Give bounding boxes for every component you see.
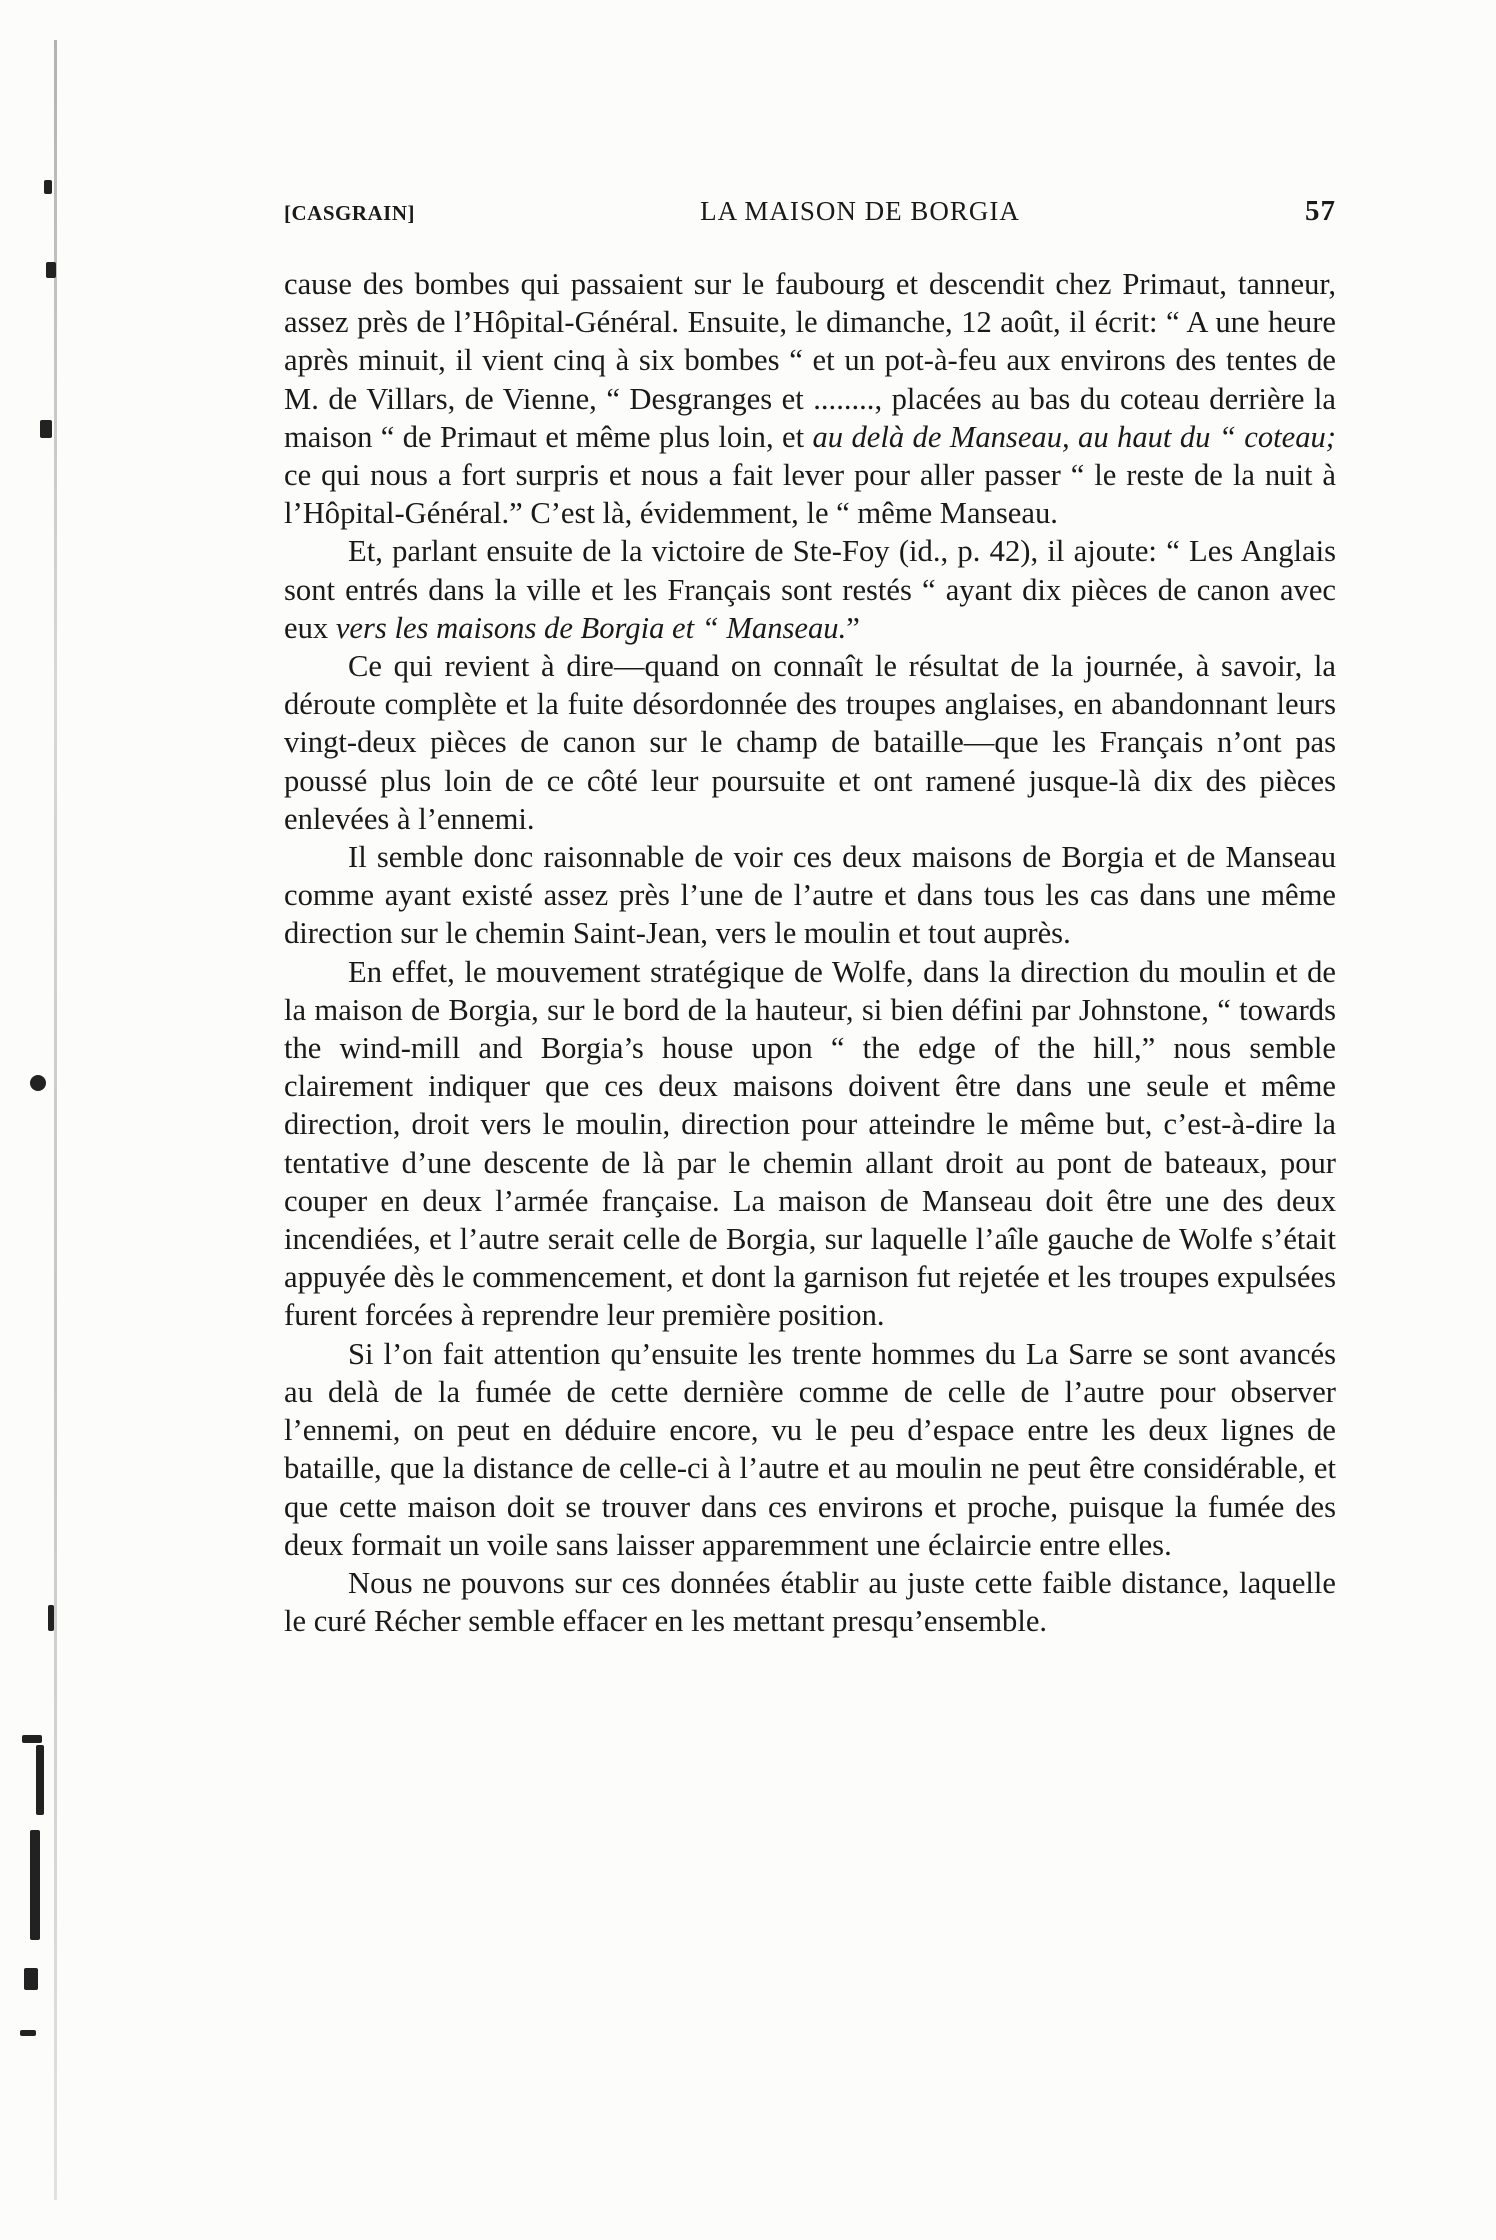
paragraph bbox=[284, 647, 1336, 838]
binding-mark bbox=[30, 1075, 46, 1091]
running-head-author: [CASGRAIN] bbox=[284, 201, 415, 225]
binding-mark bbox=[40, 420, 52, 438]
paragraph bbox=[284, 838, 1336, 953]
body-text bbox=[284, 265, 1336, 1640]
paragraph-text: En effet, le mouvement stratégique de Wolfe, dans la direction du moulin et de la maison de Borgia, sur le bord de la hauteur, si bien défini par Johnstone, “ towards the wind-mill and Borgia’s house upon “ the edge of the hill,” nous semble clairement indiquer que ces deux maisons doivent être dans une seule et même direction, droit vers le moulin, direction pour atteindre le même but, c’est-à-dire la tentative d’une descente de là par le chemin allant droit au pont de bateaux, pour couper en deux l’armée française. La maison de Manseau doit être une des deux incendiées, et l’autre serait celle de Borgia, sur laquelle l’aîle gauche de Wolfe s’était appuyée dès le commencement, et dont la garnison fut rejetée et les troupes expulsées furent forcées à reprendre leur première position. bbox=[284, 954, 1336, 1333]
binding-mark bbox=[44, 180, 52, 194]
binding-mark bbox=[36, 1745, 44, 1815]
paragraph bbox=[284, 532, 1336, 647]
binding-mark bbox=[24, 1968, 38, 1990]
paragraph-text: ce qui nous a fort surpris et nous a fait lever pour aller passer “ le reste de la nuit à l’Hôpital-Général.” C’est là, évidemment, le “ même Manseau. bbox=[284, 458, 1336, 531]
binding-mark bbox=[46, 262, 56, 278]
binding-mark bbox=[20, 2030, 36, 2036]
paragraph-text: ” bbox=[846, 610, 860, 645]
italic-text: vers les maisons de Borgia et “ Manseau. bbox=[335, 610, 847, 645]
running-head bbox=[284, 195, 1336, 243]
paragraph-text: Si l’on fait attention qu’ensuite les trente hommes du La Sarre se sont avancés au delà de la fumée de cette dernière comme de celle de l’autre pour observer l’ennemi, on peut en déduire encore, vu le peu d’espace entre les deux lignes de bataille, que la distance de celle-ci à l’autre et au moulin ne peut être considérable, et que cette maison doit se trouver dans ces environs et proche, puisque la fumée des deux formait un voile sans laisser apparemment une éclaircie entre elles. bbox=[284, 1336, 1336, 1562]
paragraph bbox=[284, 1564, 1336, 1640]
italic-text: au delà de Manseau, au haut du “ coteau; bbox=[812, 419, 1336, 454]
paragraph bbox=[284, 953, 1336, 1335]
binding-mark bbox=[22, 1735, 42, 1743]
paragraph bbox=[284, 265, 1336, 532]
paragraph-text: Et, parlant ensuite de la victoire de Ste-Foy (id., p. 42), il ajoute: “ Les Anglais sont entrés dans la ville et les Français sont restés “ ayant dix pièces de canon avec eux bbox=[284, 534, 1336, 645]
paragraph-text: Nous ne pouvons sur ces données établir au juste cette faible distance, laquelle le curé Récher semble effacer en les mettant presqu’ensemble. bbox=[284, 1565, 1336, 1639]
binding-shadow-line bbox=[54, 40, 57, 2200]
paragraph bbox=[284, 1335, 1336, 1564]
binding-mark bbox=[30, 1830, 40, 1940]
book-page bbox=[284, 195, 1336, 1640]
paragraph-text: Ce qui revient à dire—quand on connaît le résultat de la journée, à savoir, la déroute complète et la fuite désordonnée des troupes anglaises, en abandonnant leurs vingt-deux pièces de canon sur le champ de bataille—que les Français n’ont pas poussé plus loin de ce côté leur poursuite et ont ramené jusque-là dix des pièces enlevées à l’ennemi. bbox=[284, 649, 1336, 836]
paragraph-text: cause des bombes qui passaient sur le faubourg et descendit chez Primaut, tanneur, assez près de l’Hôpital-Général. Ensuite, le dimanche, 12 août, il écrit: “ A une heure après minuit, il vient cinq à six bombes “ et un pot-à-feu aux environs des tentes de M. de Villars, de Vienne, “ Desgranges et ........, placées au bas du coteau derrière la maison “ de Primaut et même plus loin, et bbox=[284, 267, 1336, 454]
scan-binding-edge bbox=[0, 0, 60, 2240]
paragraph-text: Il semble donc raisonnable de voir ces deux maisons de Borgia et de Manseau comme ayant existé assez près l’une de l’autre et dans tous les cas dans une même direction sur le chemin Saint-Jean, vers le moulin et tout auprès. bbox=[284, 840, 1336, 951]
page-number: 57 bbox=[1304, 195, 1336, 227]
running-head-title: LA MAISON DE BORGIA bbox=[700, 196, 1020, 226]
binding-mark bbox=[48, 1605, 54, 1631]
